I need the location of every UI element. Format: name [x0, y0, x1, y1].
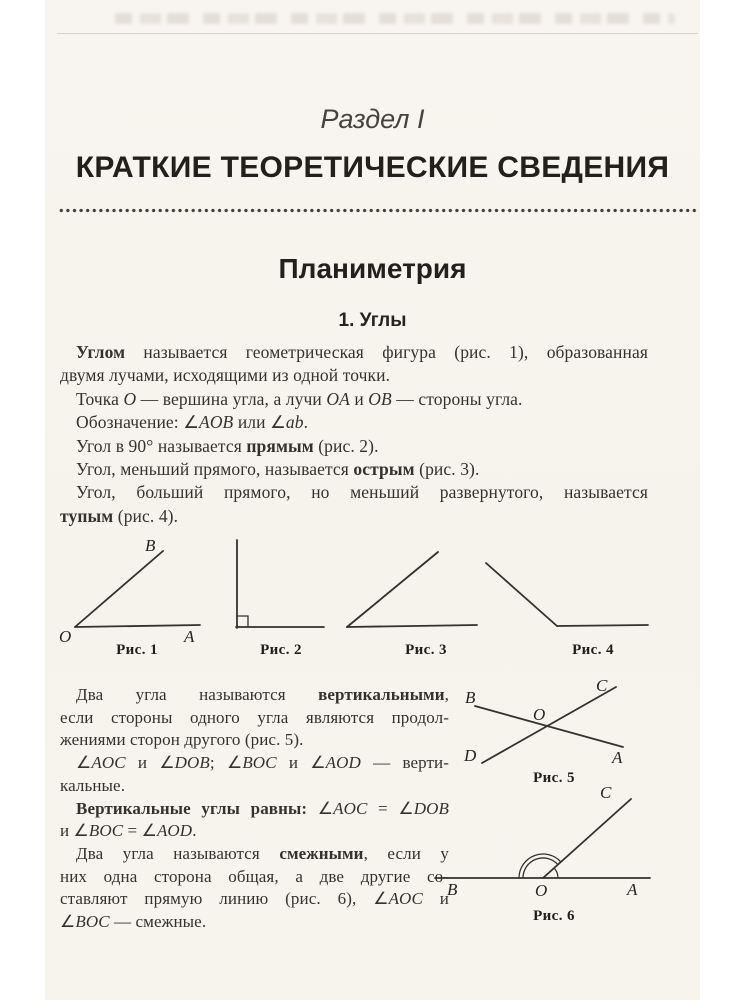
chapter-title: Планиметрия [278, 253, 467, 284]
figure-2-caption: Рис. 2 [260, 642, 302, 658]
point-label-O: O [535, 881, 548, 900]
text-line: Угол в 90° называется прямым (рис. 2). [76, 435, 379, 456]
text-line: Два угла называются смежными, если у [76, 843, 449, 863]
text-line: Обозначение: ∠AOB или ∠ab. [76, 412, 309, 433]
figure-3-caption: Рис. 3 [405, 642, 447, 658]
figure-5-caption: Рис. 5 [533, 770, 575, 786]
figure-6-adjacent-angles-diagram [425, 780, 665, 902]
figure-1-caption: Рис. 1 [116, 642, 158, 658]
point-label-D: D [464, 746, 477, 765]
text-line: тупым (рис. 4). [60, 505, 179, 526]
text-line: ∠BOC — смежные. [60, 912, 207, 932]
text-line: жениями сторон другого (рис. 5). [60, 730, 304, 750]
text-line: кальные. [60, 775, 126, 795]
page-title: КРАТКИЕ ТЕОРЕТИЧЕСКИЕ СВЕДЕНИЯ [75, 151, 670, 184]
point-label-A: A [627, 880, 638, 899]
point-label-C: C [596, 676, 608, 695]
header-rule [57, 33, 698, 34]
point-label-O: O [533, 705, 546, 724]
figure-4-caption: Рис. 4 [572, 642, 614, 658]
subsection-title: 1. Углы [338, 310, 407, 331]
figure-2-right-angle-diagram [225, 525, 335, 647]
text-line: и ∠BOC = ∠AOD. [60, 821, 197, 841]
text-line: Точка O — вершина угла, а лучи OA и OB — стороны угла. [76, 388, 523, 409]
section-label: Раздел I [320, 104, 425, 134]
point-label-A: A [612, 748, 623, 767]
bleedthrough-text-strip [115, 13, 675, 24]
dotted-separator [58, 208, 697, 213]
figure-6-caption: Рис. 6 [533, 908, 575, 924]
figure-3-acute-angle-diagram [335, 525, 485, 647]
point-label-B: B [465, 688, 476, 707]
text-line: Два угла называются вертикальными, [76, 685, 449, 704]
text-line: двумя лучами, исходящими из одной точки. [60, 365, 391, 386]
vertical-adjacent-angles-paragraphs [60, 684, 449, 934]
point-label-C: C [600, 783, 612, 802]
text-line: если стороны одного угла являются продол- [60, 707, 449, 727]
point-label-B: B [145, 536, 156, 555]
text-line: Угол, меньший прямого, называется острым (рис. 3). [76, 459, 480, 480]
text-line: ∠AOC и ∠DOB; ∠BOC и ∠AOD — верти- [76, 753, 450, 773]
text-line: Угол, больший прямого, но меньший развернутого, называется [76, 482, 648, 503]
point-label-B: B [447, 880, 458, 899]
text-line: ставляют прямую линию (рис. 6), ∠AOC и [60, 889, 449, 909]
point-label-O: O [59, 627, 72, 646]
figure-1-angle-diagram [50, 525, 210, 647]
figure-4-obtuse-angle-diagram [470, 545, 660, 642]
intro-paragraphs [60, 341, 648, 528]
point-label-A: A [184, 627, 195, 646]
text-line: Углом называется геометрическая фигура (рис. 1), образованная [76, 342, 648, 362]
text-line: Вертикальные углы равны: ∠AOC = ∠DOB [76, 798, 449, 818]
figure-5-vertical-angles-diagram [455, 670, 655, 770]
text-line: них одна сторона общая, а две другие со- [60, 866, 449, 886]
